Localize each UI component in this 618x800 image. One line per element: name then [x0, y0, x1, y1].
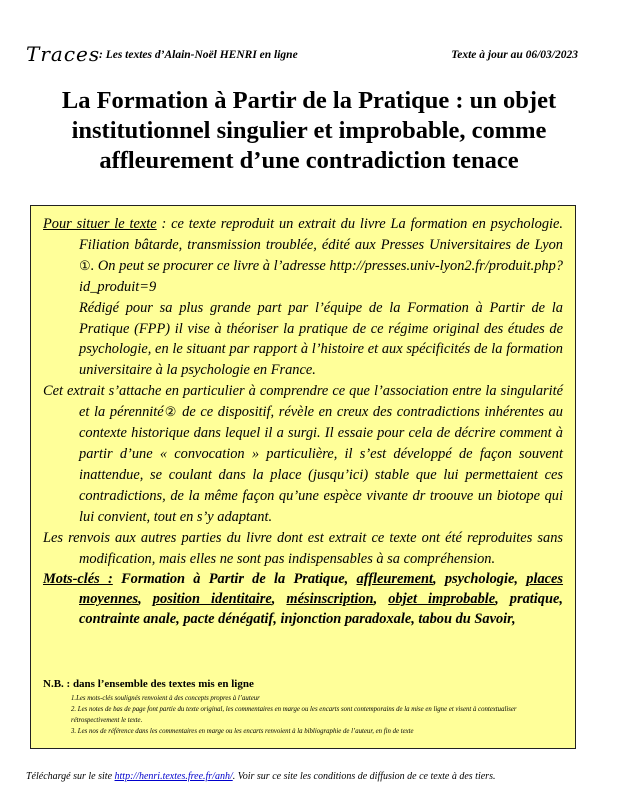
document-title: La Formation à Partir de la Pratique : un objet institutionnel singulier et improbable, comme affleurement d’une contradiction tenace — [61, 87, 557, 174]
extract-text-end: de ce dispositif, révèle en creux des contradictions inhérentes au contexte historique dans lequel il a surgi. Il essaie pour cela de décrire comment à partir d’une « convocation » particulière, il s’est développé de façon souvent inattendue, se coulant dans la place (jusqu’ici) stable que lui permettaient ces contradictions, de la même façon qu’une espèce vivante dr troouve un biotope qui lui convient, tout en s’y adaptant. — [79, 404, 563, 525]
extract-text: Cet extrait s’attache en particulier à comprendre ce que l’association entre la singularité et la pérennité — [43, 383, 563, 421]
keywords — [43, 569, 563, 629]
intro-label: Pour situer le texte — [43, 216, 157, 232]
nb-title: N.B. : dans l’ensemble des textes mis en ligne — [43, 678, 254, 690]
intro-text: : ce texte reproduit un extrait du livre La formation en psychologie. Filiation bâtarde, transmission troublée, édité aux Presses Universitaires de Lyon — [79, 216, 563, 253]
page-footer — [26, 771, 495, 782]
nb-section — [43, 678, 561, 737]
extract-paragraph — [43, 381, 563, 527]
keyword-item: pratique — [509, 591, 560, 608]
context-box — [30, 205, 576, 749]
keyword-item: psychologie — [444, 571, 515, 588]
header-date: Texte à jour au 06/03/2023 — [451, 49, 578, 61]
footnote-1-marker[interactable]: ① — [79, 257, 91, 273]
keywords-label: Mots-clés : — [43, 571, 113, 588]
nb-notes — [43, 693, 561, 737]
footnote-2-marker[interactable]: ② — [163, 404, 178, 420]
site-link[interactable]: http://henri.textes.free.fr/anh/ — [114, 771, 233, 782]
intro-text-end: . On peut se procurer ce livre à l’adresse http://presses.univ-lyon2.fr/produit.php?id_produit=9 — [79, 257, 563, 295]
nb-note-1: 1.Les mots-clés soulignés renvoient à des concepts propres à l’auteur — [71, 695, 260, 702]
keyword-item: affleurement — [356, 571, 433, 588]
footer-suffix: . Voir sur ce site les conditions de diffusion de ce texte à des tiers. — [232, 771, 496, 782]
keywords-end: , — [512, 611, 516, 628]
brand-logo-text: Traces — [26, 42, 101, 66]
keyword-item: pacte dénégatif — [183, 611, 274, 628]
header-subtitle: : Les textes d’Alain-Noël HENRI en ligne — [99, 49, 298, 61]
keyword-item: mésinscription — [286, 591, 374, 608]
keyword-item: position identitaire — [152, 591, 272, 608]
keyword-item: places moyennes — [79, 571, 564, 608]
intro-paragraph-2: Rédigé pour sa plus grande part par l’équipe de la Formation à Partir de la Pratique (FPP) il vise à théoriser la pratique de ce régime original des études de psychologie, en le situant par rapport à l’histoire et aux spécificités de la formation universitaire à la psychologie en France. — [79, 299, 563, 379]
keyword-item: Formation à Partir de la Pratique — [121, 571, 345, 588]
intro-paragraph — [43, 214, 563, 298]
nb-note-2: 2. Les notes de bas de page font partie du texte original, les commentaires en marge ou les encarts sont contemporains de la mise en ligne et visent à contextualiser rétrospectivement le texte. — [71, 706, 517, 724]
keyword-item: contrainte anale — [79, 611, 177, 628]
keyword-item: tabou du Savoir — [418, 611, 512, 628]
nb-note-3: 3. Les nos de référence dans les commentaires en marge ou les encarts renvoient à la bibliographie de l’auteur, en fin de texte — [71, 728, 414, 735]
page-header — [26, 42, 578, 68]
references-paragraph: Les renvois aux autres parties du livre dont est extrait ce texte ont été reproduites sans modification, mais elles ne sont pas indispensables à sa compréhension. — [43, 529, 563, 567]
context-content — [43, 214, 563, 629]
footer-prefix: Téléchargé sur le site — [26, 771, 115, 782]
keywords-list: Formation à Partir de la Pratique, affleurement, psychologie, places moyennes, position identitaire, mésinscription, objet improbable, pratique, contrainte anale, pacte dénégatif, injonction paradoxale, tabou du Savoir — [79, 571, 564, 628]
keyword-item: objet improbable — [388, 591, 496, 608]
keyword-item: injonction paradoxale — [280, 611, 412, 628]
